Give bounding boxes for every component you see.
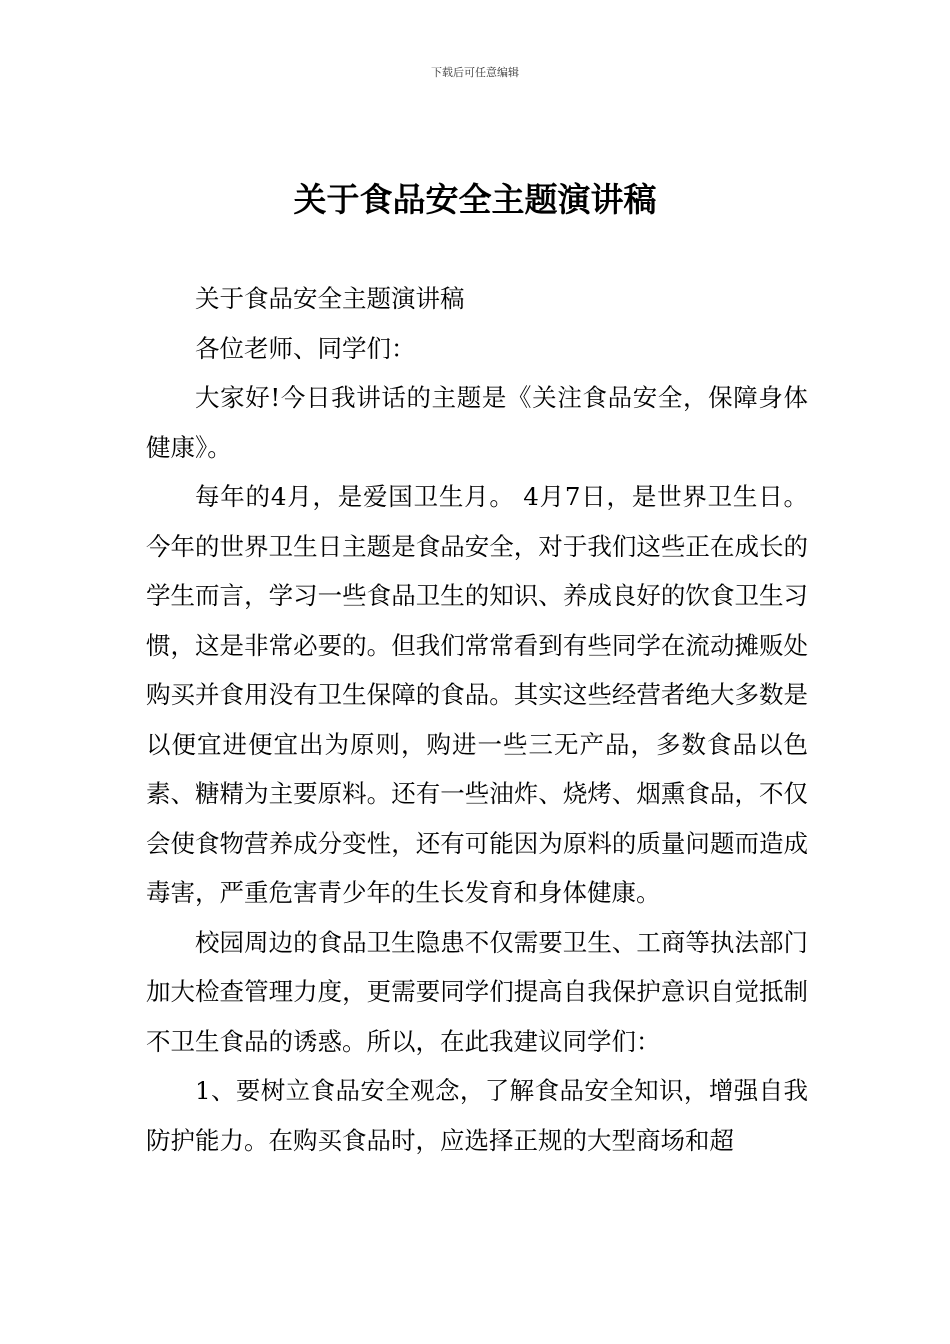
paragraph-salutation: 各位老师、同学们：	[195, 333, 416, 363]
paragraph-greeting: 大家好!今日我讲话的主题是《关注食品安全，保障身体健康》。	[146, 383, 808, 462]
header-note: 下载后可任意编辑	[431, 66, 519, 79]
paragraph-campus-hazards: 校园周边的食品卫生隐患不仅需要卫生、工商等执法部门加大检查管理力度，更需要同学们提高自我保护意识自觉抵制不卫生食品的诱惑。所以，在此我建议同学们：	[146, 927, 808, 1056]
paragraph-subtitle: 关于食品安全主题演讲稿	[195, 284, 465, 313]
document-body	[146, 274, 808, 1165]
paragraph-suggestion-1: 1、要树立食品安全观念，了解食品安全知识，增强自我防护能力。在购买食品时，应选择正规的大型商场和超	[146, 1076, 808, 1155]
document-title: 关于食品安全主题演讲稿	[293, 180, 657, 219]
paragraph-health-month: 每年的4月，是爱国卫生月。 4月7日，是世界卫生日。今年的世界卫生日主题是食品安全，对于我们这些正在成长的学生而言，学习一些食品卫生的知识、养成良好的饮食卫生习惯，这是非常必要的。但我们常常看到有些同学在流动摊贩处购买并食用没有卫生保障的食品。其实这些经营者绝大多数是以便宜进便宜出为原则，购进一些三无产品，多数食品以色素、糖精为主要原料。还有一些油炸、烧烤、烟熏食品，不仅会使食物营养成分变性，还有可能因为原料的质量问题而造成毒害，严重危害青少年的生长发育和身体健康。	[146, 482, 808, 907]
